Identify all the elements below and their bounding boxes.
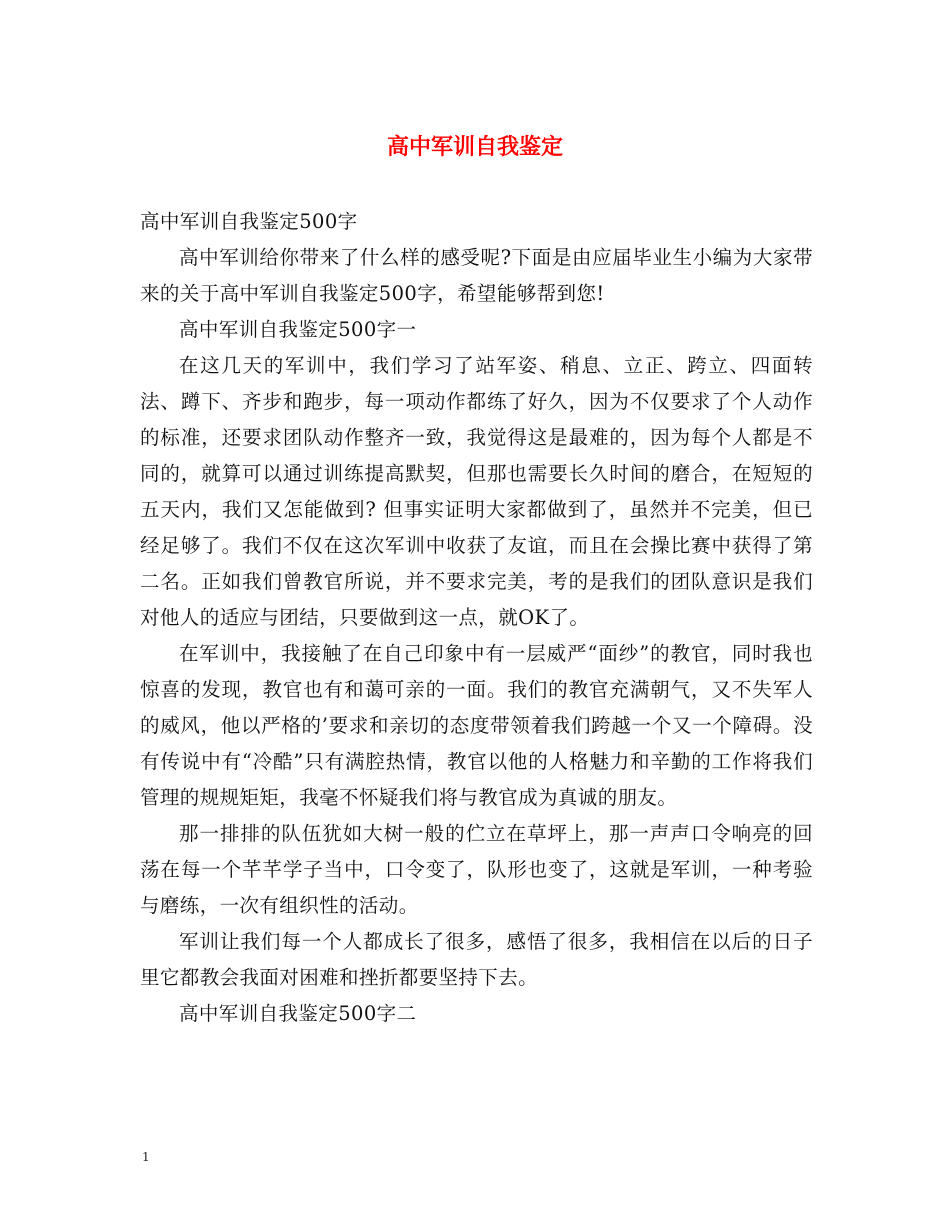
paragraph: 那一排排的队伍犹如大树一般的伫立在草坪上，那一声声口令响亮的回荡在每一个芊芊学子当中，口令变了，队形也变了，这就是军训，一种考验与磨练，一次有组织性的活动。	[140, 822, 813, 917]
paragraph: 在这几天的军训中，我们学习了站军姿、稍息、立正、跨立、四面转法、蹲下、齐步和跑步，每一项动作都练了好久，因为不仅要求了个人动作的标准，还要求团队动作整齐一致，我觉得这是最难的，因为每个人都是不同的，就算可以通过训练提高默契，但那也需要长久时间的磨合，在短短的五天内，我们又怎能做到? 但事实证明大家都做到了，虽然并不完美，但已经足够了。我们不仅在这次军训中收获了友谊，而且在会操比赛中获得了第二名。正如我们曾教官所说，并不要求完美，考的是我们的团队意识是我们对他人的适应与团结，只要做到这一点，就OK了。	[140, 354, 813, 629]
paragraph-subtitle: 高中军训自我鉴定500字	[140, 210, 358, 233]
section-heading-one: 高中军训自我鉴定500字一	[179, 318, 417, 341]
section-heading-two: 高中军训自我鉴定500字二	[179, 1002, 417, 1025]
paragraph-intro: 高中军训给你带来了什么样的感受呢?下面是由应届毕业生小编为大家带来的关于高中军训自我鉴定500字，希望能够帮到您!	[140, 246, 813, 305]
paragraph: 军训让我们每一个人都成长了很多，感悟了很多，我相信在以后的日子里它都教会我面对困难和挫折都要坚持下去。	[140, 930, 813, 989]
page-number: 1	[142, 1150, 150, 1164]
document-body	[140, 204, 813, 1032]
paragraph: 在军训中，我接触了在自己印象中有一层威严“面纱”的教官，同时我也惊喜的发现，教官也有和蔼可亲的一面。我们的教官充满朝气，又不失军人的威风，他以严格的’要求和亲切的态度带领着我们跨越一个又一个障碍。没有传说中有“冷酷”只有满腔热情，教官以他的人格魅力和辛勤的工作将我们管理的规规矩矩，我毫不怀疑我们将与教官成为真诚的朋友。	[140, 642, 813, 809]
document-title: 高中军训自我鉴定	[386, 134, 563, 160]
